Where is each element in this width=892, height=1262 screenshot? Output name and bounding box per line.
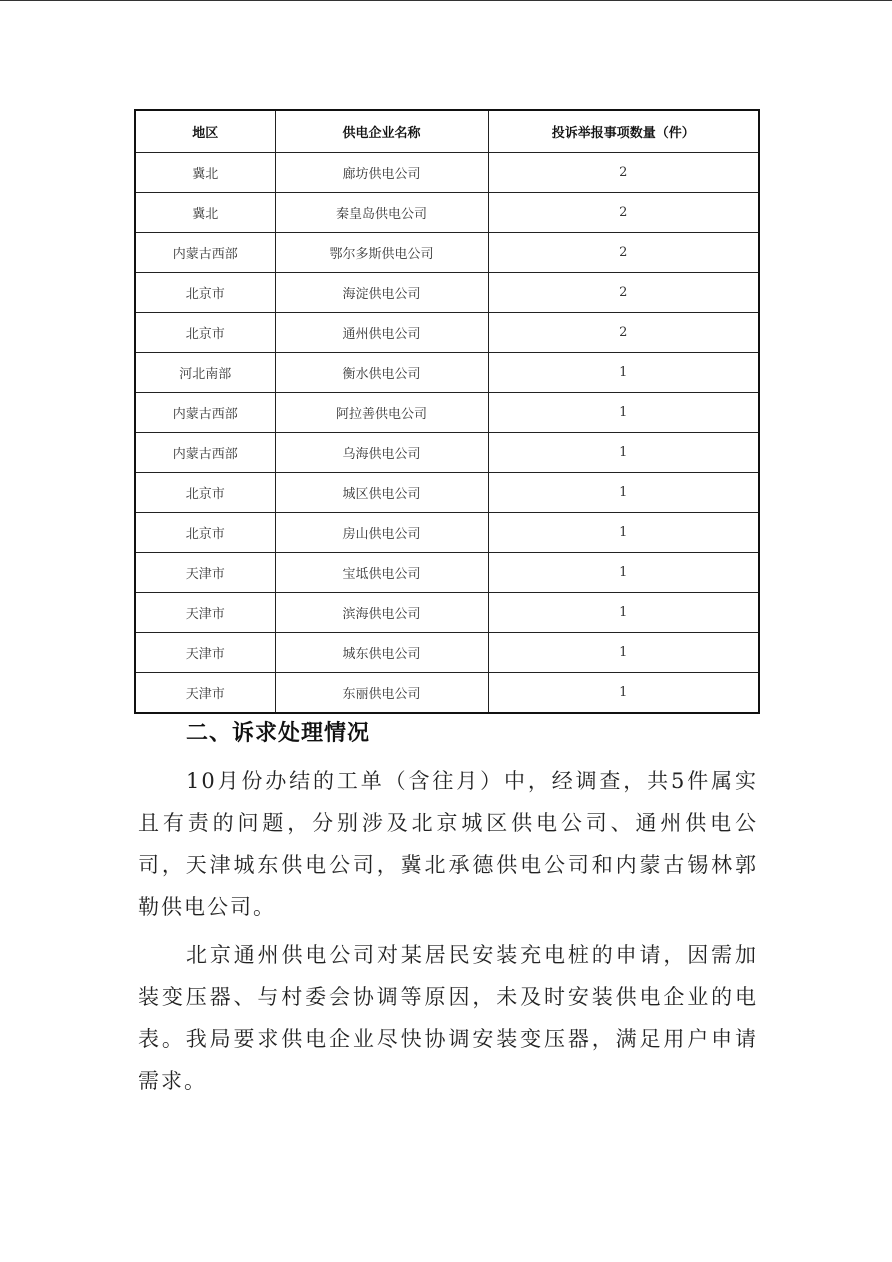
cell-company: 滨海供电公司 [275,593,488,633]
cell-company: 通州供电公司 [275,313,488,353]
header-region: 地区 [135,110,275,153]
cell-company: 东丽供电公司 [275,673,488,714]
cell-region: 内蒙古西部 [135,393,275,433]
cell-region: 天津市 [135,553,275,593]
cell-count: 1 [488,433,759,473]
cell-region: 内蒙古西部 [135,433,275,473]
cell-company: 乌海供电公司 [275,433,488,473]
cell-company: 秦皇岛供电公司 [275,193,488,233]
cell-region: 冀北 [135,153,275,193]
table-row [135,633,759,673]
cell-count: 2 [488,273,759,313]
cell-company: 鄂尔多斯供电公司 [275,233,488,273]
cell-count: 1 [488,473,759,513]
table-row [135,353,759,393]
cell-count: 1 [488,673,759,714]
cell-count: 1 [488,593,759,633]
cell-region: 北京市 [135,313,275,353]
cell-count: 1 [488,633,759,673]
table-row [135,673,759,714]
header-company: 供电企业名称 [275,110,488,153]
cell-company: 房山供电公司 [275,513,488,553]
cell-count: 1 [488,353,759,393]
cell-region: 北京市 [135,513,275,553]
cell-count: 2 [488,153,759,193]
cell-company: 海淀供电公司 [275,273,488,313]
section-heading: 二、诉求处理情况 [186,721,371,746]
cell-region: 天津市 [135,593,275,633]
cell-company: 城区供电公司 [275,473,488,513]
cell-count: 2 [488,313,759,353]
body-paragraph: 10月份办结的工单（含往月）中，经调查，共5件属实且有责的问题，分别涉及北京城区供电公司、通州供电公司，天津城东供电公司，冀北承德供电公司和内蒙古锡林郭勒供电公司。 [138,769,758,919]
cell-count: 2 [488,193,759,233]
cell-region: 天津市 [135,673,275,714]
page-top-rule [0,0,892,1]
table-row [135,193,759,233]
cell-region: 北京市 [135,473,275,513]
cell-region: 冀北 [135,193,275,233]
cell-company: 宝坻供电公司 [275,553,488,593]
cell-region: 内蒙古西部 [135,233,275,273]
cell-company: 廊坊供电公司 [275,153,488,193]
cell-count: 1 [488,393,759,433]
cell-count: 1 [488,513,759,553]
cell-region: 天津市 [135,633,275,673]
cell-count: 1 [488,553,759,593]
body-paragraph: 北京通州供电公司对某居民安装充电桩的申请，因需加装变压器、与村委会协调等原因，未及时安装供电企业的电表。我局要求供电企业尽快协调安装变压器，满足用户申请需求。 [138,943,758,1093]
table-row [135,393,759,433]
table-header-row [135,110,759,153]
table-row [135,553,759,593]
table-row [135,233,759,273]
cell-company: 衡水供电公司 [275,353,488,393]
table-row [135,313,759,353]
cell-company: 城东供电公司 [275,633,488,673]
table-row [135,273,759,313]
header-count: 投诉举报事项数量（件） [488,110,759,153]
table-row [135,153,759,193]
cell-count: 2 [488,233,759,273]
table-row [135,513,759,553]
table-row [135,433,759,473]
cell-region: 河北南部 [135,353,275,393]
complaints-table [134,109,760,714]
table-row [135,593,759,633]
cell-region: 北京市 [135,273,275,313]
table-row [135,473,759,513]
cell-company: 阿拉善供电公司 [275,393,488,433]
